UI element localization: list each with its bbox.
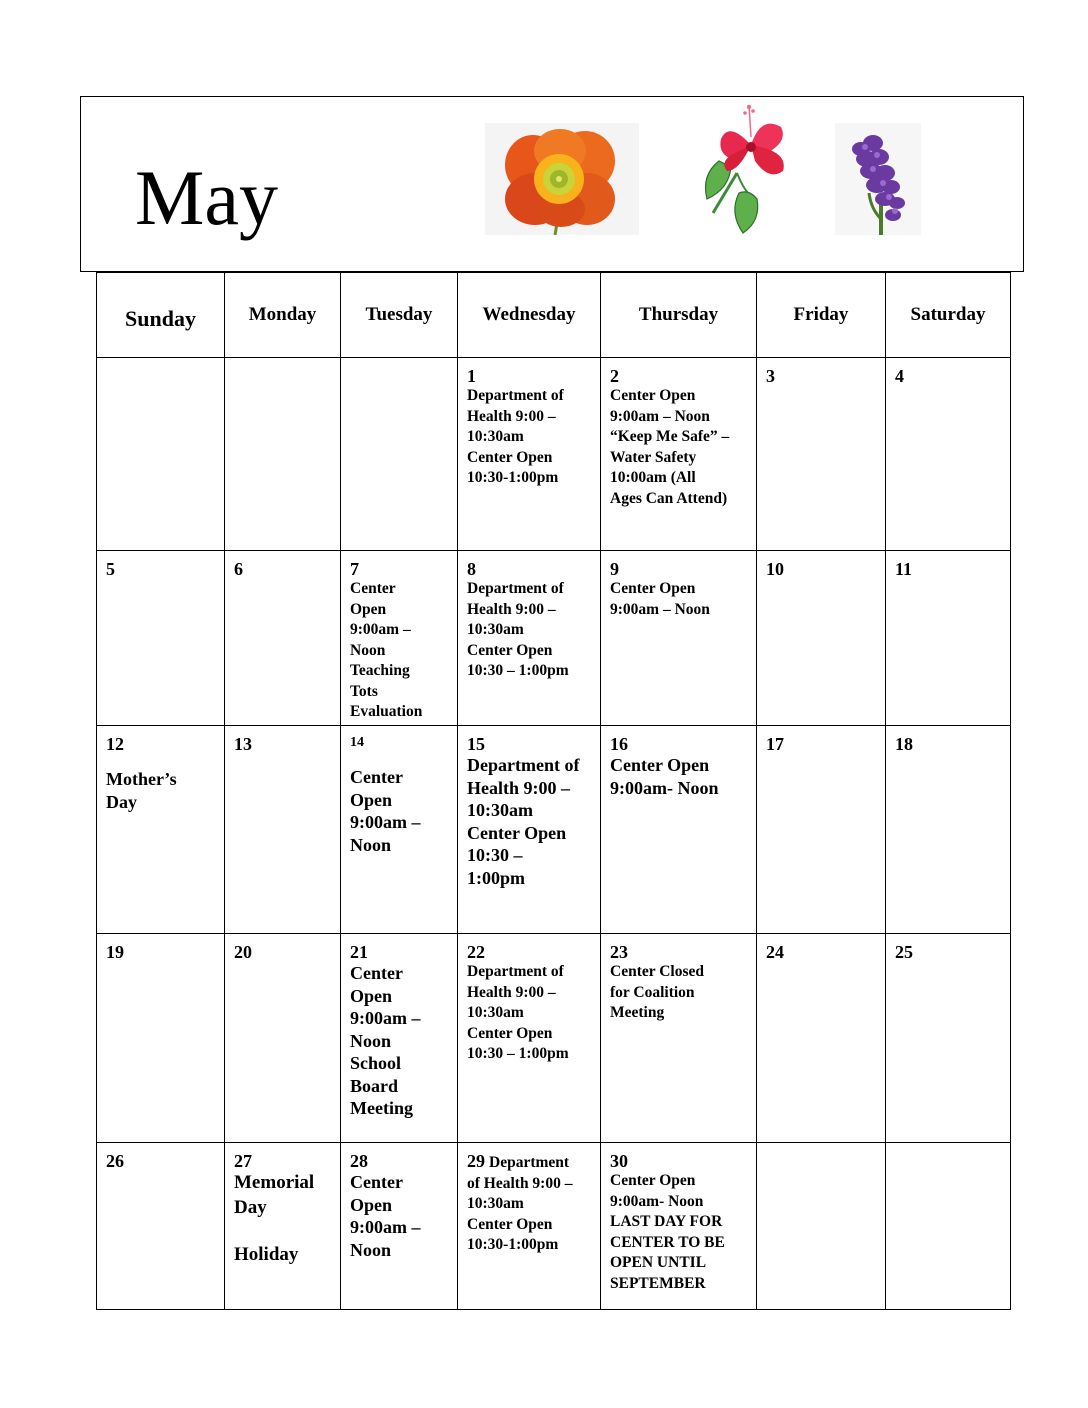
day-cell-1 [458, 358, 601, 551]
weekday-sunday: Sunday [97, 273, 225, 358]
day-cell-24 [757, 934, 886, 1143]
weekday-header-row [97, 273, 1011, 358]
day-number: 2 [610, 366, 619, 386]
event-text: Center Open 9:00am – Noon [350, 767, 421, 855]
day-cell-14 [341, 726, 458, 934]
day-cell-16 [601, 726, 757, 934]
day-cell-empty [97, 358, 225, 551]
day-cell-6 [225, 551, 341, 726]
day-cell-10 [757, 551, 886, 726]
day-number: 20 [234, 942, 252, 962]
day-cell-30 [601, 1143, 757, 1310]
event-text: Center Open 9:00am- Noon LAST DAY FOR CENTER TO BE OPEN UNTIL SEPTEMBER [610, 1172, 725, 1292]
day-number: 29 [467, 1151, 485, 1171]
day-number: 7 [350, 559, 359, 579]
day-cell-2 [601, 358, 757, 551]
day-number: 17 [766, 734, 784, 754]
event-text-first-word: Department [489, 1154, 570, 1171]
day-cell-empty [757, 1143, 886, 1310]
day-number: 9 [610, 559, 619, 579]
day-number: 26 [106, 1151, 124, 1171]
day-cell-empty [886, 1143, 1011, 1310]
day-cell-3 [757, 358, 886, 551]
day-number: 13 [234, 734, 252, 754]
weekday-monday: Monday [225, 273, 341, 358]
day-number: 3 [766, 366, 775, 386]
day-number: 6 [234, 559, 243, 579]
day-cell-5 [97, 551, 225, 726]
day-cell-8 [458, 551, 601, 726]
hyacinth-flower-image [835, 123, 921, 235]
week-row [97, 1143, 1011, 1310]
day-cell-18 [886, 726, 1011, 934]
day-number: 15 [467, 734, 485, 754]
month-header [80, 96, 1024, 272]
day-cell-20 [225, 934, 341, 1143]
event-text: Memorial Day [234, 1172, 315, 1218]
day-cell-29 [458, 1143, 601, 1310]
day-number: 16 [610, 734, 628, 754]
week-row [97, 726, 1011, 934]
event-text: Center Open 9:00am – Noon [350, 1172, 421, 1260]
day-cell-4 [886, 358, 1011, 551]
weekday-saturday: Saturday [886, 273, 1011, 358]
day-cell-26 [97, 1143, 225, 1310]
day-cell-empty [225, 358, 341, 551]
day-number: 21 [350, 942, 368, 962]
day-number: 8 [467, 559, 476, 579]
weekday-wednesday: Wednesday [458, 273, 601, 358]
day-number: 11 [895, 559, 913, 579]
week-row [97, 358, 1011, 551]
day-number: 1 [467, 366, 476, 386]
event-text: Department of Health 9:00 – 10:30am Center Open 10:30 – 1:00pm [467, 580, 569, 679]
day-number: 28 [350, 1151, 368, 1171]
event-text: Center Closed for Coalition Meeting [610, 963, 704, 1021]
event-text: Center Open 9:00am – Noon Teaching Tots Evaluation [350, 580, 423, 720]
day-cell-28 [341, 1143, 458, 1310]
day-cell-25 [886, 934, 1011, 1143]
weekday-friday: Friday [757, 273, 886, 358]
hibiscus-flower-image [699, 101, 799, 237]
week-row [97, 551, 1011, 726]
day-number: 22 [467, 942, 485, 962]
month-title: May [135, 154, 278, 241]
weekday-tuesday: Tuesday [341, 273, 458, 358]
day-cell-7 [341, 551, 458, 726]
day-cell-17 [757, 726, 886, 934]
day-cell-9 [601, 551, 757, 726]
event-text: of Health 9:00 – 10:30am Center Open 10:30-1:00pm [467, 1174, 573, 1253]
day-number: 12 [106, 734, 124, 754]
day-cell-13 [225, 726, 341, 934]
day-number: 27 [234, 1151, 252, 1171]
event-text: Center Open 9:00am – Noon School Board Meeting [350, 963, 421, 1118]
day-cell-19 [97, 934, 225, 1143]
day-number: 19 [106, 942, 124, 962]
day-number: 23 [610, 942, 628, 962]
event-text: Center Open 9:00am- Noon [610, 755, 719, 798]
day-cell-22 [458, 934, 601, 1143]
event-text: Department of Health 9:00 – 10:30am Center Open 10:30-1:00pm [467, 387, 564, 486]
day-number: 14 [350, 735, 364, 750]
day-number: 4 [895, 366, 904, 386]
day-cell-15 [458, 726, 601, 934]
poppy-flower-image [485, 123, 639, 235]
day-number: 10 [766, 559, 784, 579]
day-number: 30 [610, 1151, 628, 1171]
day-cell-27 [225, 1143, 341, 1310]
calendar-grid [96, 272, 1011, 1310]
week-row [97, 934, 1011, 1143]
day-cell-empty [341, 358, 458, 551]
event-text: Center Open 9:00am – Noon [610, 580, 710, 618]
day-cell-12 [97, 726, 225, 934]
event-text-holiday: Holiday [234, 1244, 299, 1265]
day-cell-21 [341, 934, 458, 1143]
day-number: 24 [766, 942, 784, 962]
event-text: Department of Health 9:00 – 10:30am Center Open 10:30 – 1:00pm [467, 963, 569, 1062]
event-text: Mother’s Day [106, 769, 177, 812]
day-cell-23 [601, 934, 757, 1143]
day-cell-11 [886, 551, 1011, 726]
day-number: 5 [106, 559, 115, 579]
weekday-thursday: Thursday [601, 273, 757, 358]
event-text: Department of Health 9:00 – 10:30am Center Open 10:30 – 1:00pm [467, 755, 580, 888]
day-number: 25 [895, 942, 913, 962]
event-text: Center Open 9:00am – Noon “Keep Me Safe” – Water Safety 10:00am (All Ages Can Attend) [610, 387, 730, 507]
day-number: 18 [895, 734, 913, 754]
